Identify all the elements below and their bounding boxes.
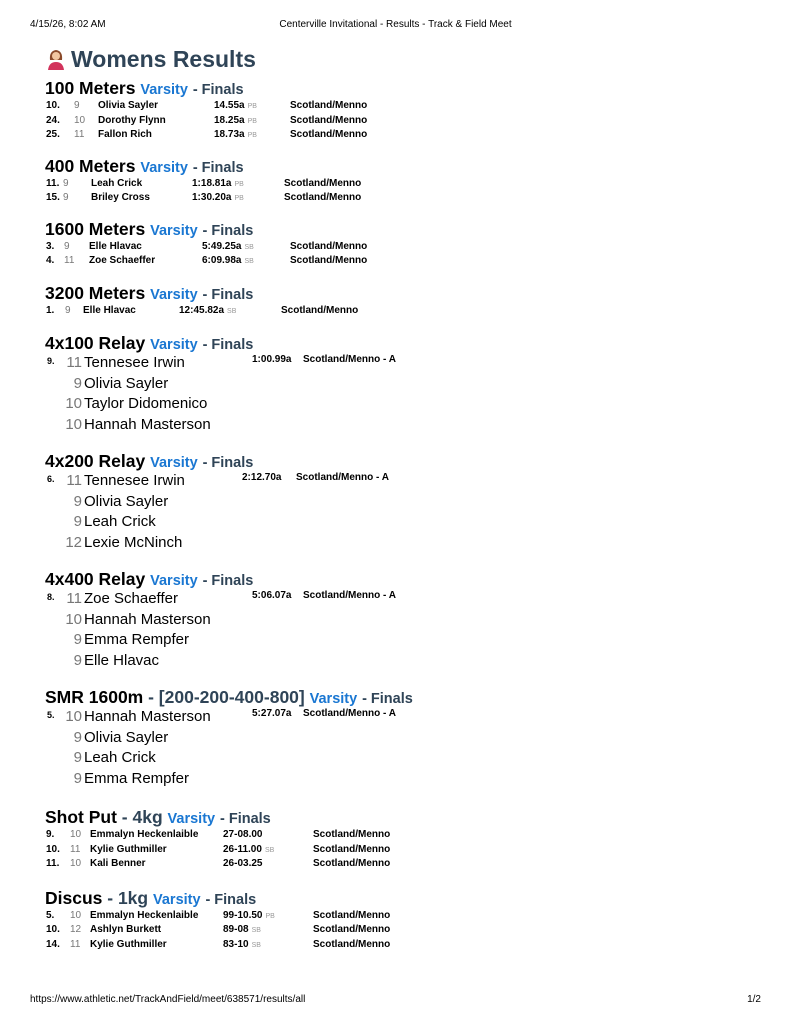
event-heading [45,888,765,909]
result-row [45,938,765,953]
result-row [45,304,765,319]
division-link[interactable]: Varsity [150,337,198,353]
athlete-name[interactable]: Briley Cross [91,192,150,203]
event-name[interactable]: SMR 1600m [45,687,144,707]
leg-grade: 9 [73,374,82,392]
result-place: 24. [46,114,60,126]
relay-team[interactable]: Scotland/Menno - A [303,708,396,719]
division-link[interactable]: Varsity [140,159,188,176]
relay-leg [62,472,185,492]
leg-grade: 11 [66,590,82,607]
record-tag: SB [251,941,261,949]
leg-grade: 9 [73,513,82,530]
result-place: 5. [46,909,55,921]
leg-athlete[interactable]: Leah Crick [84,749,156,766]
leg-athlete[interactable]: Olivia Sayler [84,728,169,746]
relay-result [45,590,765,672]
relay-result [45,708,765,790]
event-heading [45,807,765,828]
athlete-grade: 10 [70,909,82,921]
relay-leg [62,395,207,415]
leg-athlete[interactable]: Tennesee Irwin [84,472,185,489]
athlete-grade: 10 [74,114,86,126]
athlete-grade: 11 [70,843,81,855]
relay-leg [62,354,185,374]
result-place: 11. [46,858,60,869]
leg-athlete[interactable]: Elle Hlavac [84,651,160,669]
leg-grade: 10 [65,395,82,412]
mark-value: 1:18.81a [192,177,232,189]
relay-leg [62,375,168,395]
print-title: Centerville Invitational - Results - Track & Field Meet [279,19,512,30]
athlete-name[interactable]: Emmalyn Heckenlaible [90,829,199,840]
leg-athlete[interactable]: Hannah Masterson [84,708,211,725]
team-name[interactable]: Scotland/Menno [313,938,391,950]
relay-team[interactable]: Scotland/Menno - A [303,354,396,365]
event-heading [45,687,765,708]
relay-leg [62,749,156,769]
athlete-name[interactable]: Fallon Rich [98,129,152,140]
result-mark[interactable] [214,100,257,111]
result-row [45,857,765,872]
result-row [45,923,765,938]
round-label: - Finals [202,286,254,303]
leg-grade: 10 [65,708,82,725]
relay-leg [62,513,156,533]
relay-leg [62,416,211,436]
event-heading [45,283,765,304]
print-footer [30,994,761,1008]
result-mark[interactable] [214,115,257,126]
athlete-grade: 12 [70,924,82,935]
athlete-grade: 10 [70,858,82,869]
leg-athlete[interactable]: Emma Rempfer [84,769,190,787]
mark-value: 12:45.82a [179,304,225,316]
result-mark[interactable] [223,910,275,921]
mark-value: 89-08 [223,924,249,935]
event-name[interactable]: 4x200 Relay [45,451,146,471]
relay-place: 5. [47,710,55,720]
relay-leg [62,590,178,610]
result-mark[interactable] [223,844,274,855]
page-number: 1/2 [747,994,761,1005]
round-label: - Finals [192,82,244,98]
relay-section [45,569,765,672]
event-name[interactable]: 100 Meters [45,78,136,98]
page-title [47,44,765,74]
leg-athlete[interactable]: Lexie McNinch [84,533,183,551]
division-link[interactable]: Varsity [140,82,188,98]
record-tag: SB [264,846,275,854]
team-name[interactable]: Scotland/Menno [313,909,391,921]
division-link[interactable]: Varsity [309,691,358,707]
result-place: 4. [46,255,55,266]
leg-grade: 10 [65,610,82,628]
event-section [45,78,765,143]
record-tag: SB [244,243,254,251]
relay-place: 9. [47,356,55,366]
relay-result [45,472,765,554]
record-tag: PB [265,912,275,920]
athlete-grade: 10 [70,829,82,840]
division-link[interactable]: Varsity [150,286,198,303]
athlete-name[interactable]: Dorothy Flynn [98,114,166,126]
event-heading [45,451,765,472]
relay-leg [62,708,211,728]
result-mark[interactable] [223,858,262,869]
print-datetime: 4/15/26, 8:02 AM [30,19,106,30]
result-place: 10. [46,100,60,111]
leg-athlete[interactable]: Hannah Masterson [84,415,211,433]
round-label: - Finals [205,891,257,908]
athlete-name[interactable]: Elle Hlavac [83,304,136,316]
leg-grade: 9 [73,651,82,669]
event-subname: - [200-200-400-800] [143,687,305,707]
mark-value: 14.55a [214,100,245,111]
athlete-grade: 11 [70,938,81,950]
result-row [45,114,765,129]
round-label: - Finals [202,337,254,353]
division-link[interactable]: Varsity [150,455,198,471]
athlete-name[interactable]: Kylie Guthmiller [90,938,167,950]
leg-grade: 11 [66,354,82,371]
leg-grade: 11 [66,472,82,489]
round-label: - Finals [202,573,254,589]
result-place: 1. [46,304,55,316]
event-name[interactable]: 3200 Meters [45,282,146,303]
athlete-grade: 9 [63,177,69,189]
relay-leg [62,534,182,554]
result-mark[interactable] [202,255,254,266]
record-tag: PB [247,117,257,125]
event-subname: - 4kg [116,807,163,827]
leg-athlete[interactable]: Leah Crick [84,513,156,530]
result-place: 9. [46,829,55,840]
relay-section [45,451,765,554]
relay-result [45,354,765,436]
event-section [45,156,765,206]
leg-grade: 9 [73,631,82,648]
athlete-grade: 9 [74,100,80,111]
team-name[interactable]: Scotland/Menno [290,129,368,140]
result-row [45,177,765,192]
result-place: 10. [46,924,60,935]
round-label: - Finals [219,811,271,827]
athlete-grade: 11 [64,255,75,266]
event-section [45,888,765,953]
athlete-name[interactable]: Ashlyn Burkett [90,924,162,935]
record-tag: SB [227,307,237,315]
leg-athlete[interactable]: Hannah Masterson [84,610,211,628]
division-link[interactable]: Varsity [167,811,216,827]
division-link[interactable]: Varsity [150,573,198,589]
leg-athlete[interactable]: Taylor Didomenico [84,395,208,412]
result-mark[interactable] [179,305,236,316]
results-content [45,44,765,952]
relay-time[interactable]: 5:27.07a [252,708,292,719]
team-name[interactable]: Scotland/Menno [281,304,359,316]
relay-section [45,687,765,790]
print-url: https://www.athletic.net/TrackAndField/meet/638571/results/all [30,994,306,1005]
relay-time[interactable]: 1:00.99a [252,354,292,365]
result-row [45,254,765,269]
team-name[interactable]: Scotland/Menno [290,114,368,126]
athlete-name[interactable]: Leah Crick [91,177,143,189]
relay-leg [62,493,168,513]
leg-athlete[interactable]: Tennesee Irwin [84,354,185,371]
result-row [45,909,765,924]
team-name[interactable]: Scotland/Menno [290,240,368,252]
mark-value: 6:09.98a [202,255,242,266]
relay-time[interactable]: 5:06.07a [252,590,292,601]
result-row [45,99,765,114]
event-heading [45,333,765,354]
result-row [45,191,765,206]
result-mark[interactable] [192,178,244,189]
relay-leg [62,611,211,631]
result-row [45,128,765,143]
relay-place: 8. [47,592,55,602]
relay-team[interactable]: Scotland/Menno - A [296,472,389,483]
result-mark[interactable] [223,939,261,950]
division-link[interactable]: Varsity [152,891,201,908]
event-subname: - 1kg [102,887,149,908]
athlete-name[interactable]: Elle Hlavac [89,240,142,252]
mark-value: 26-03.25 [223,858,263,869]
athlete-grade: 11 [74,129,85,140]
leg-grade: 9 [73,769,82,787]
result-row [45,828,765,843]
relay-section [45,333,765,436]
team-name[interactable]: Scotland/Menno [290,255,368,266]
page-title-text: Womens Results [71,45,256,72]
athlete-grade: 9 [65,304,71,316]
team-name[interactable]: Scotland/Menno [290,100,368,111]
division-link[interactable]: Varsity [150,222,198,239]
leg-athlete[interactable]: Emma Rempfer [84,631,190,648]
result-place: 11. [46,177,60,189]
relay-leg [62,770,189,790]
record-tag: PB [234,195,244,202]
round-label: - Finals [202,222,254,239]
result-mark[interactable] [223,829,262,840]
result-row [45,843,765,858]
relay-time[interactable]: 2:12.70a [242,472,282,483]
leg-grade: 9 [73,492,82,510]
record-tag: SB [251,927,261,934]
result-row [45,240,765,255]
round-label: - Finals [202,455,254,471]
relay-team[interactable]: Scotland/Menno - A [303,590,396,601]
leg-grade: 9 [73,749,82,766]
athlete-grade: 9 [63,192,69,203]
team-name[interactable]: Scotland/Menno [313,843,391,855]
round-label: - Finals [362,691,413,707]
result-mark[interactable] [214,129,257,140]
athlete-name[interactable]: Emmalyn Heckenlaible [90,909,199,921]
result-place: 15. [46,192,60,203]
athlete-grade: 9 [64,240,70,252]
team-name[interactable]: Scotland/Menno [284,177,362,189]
event-name[interactable]: 4x100 Relay [45,333,146,353]
leg-athlete[interactable]: Olivia Sayler [84,492,169,510]
team-name[interactable]: Scotland/Menno [313,924,391,935]
team-name[interactable]: Scotland/Menno [313,829,391,840]
leg-athlete[interactable]: Olivia Sayler [84,374,169,392]
round-label: - Finals [192,159,244,176]
event-name[interactable]: 400 Meters [45,155,136,176]
result-place: 14. [46,938,60,950]
mark-value: 18.25a [214,114,245,126]
record-tag: PB [247,132,257,139]
mark-value: 18.73a [214,129,245,140]
leg-grade: 9 [73,728,82,746]
leg-athlete[interactable]: Zoe Schaeffer [84,590,178,607]
event-name[interactable]: Shot Put [45,807,117,827]
relay-leg [62,729,168,749]
relay-place: 6. [47,474,55,484]
mark-value: 5:49.25a [202,240,242,252]
athlete-name[interactable]: Kylie Guthmiller [90,843,167,855]
result-mark[interactable] [202,241,254,252]
team-name[interactable]: Scotland/Menno [313,858,391,869]
event-section [45,219,765,269]
team-name[interactable]: Scotland/Menno [284,192,362,203]
event-heading [45,569,765,590]
athlete-name[interactable]: Zoe Schaeffer [89,255,156,266]
relay-leg [62,652,159,672]
mark-value: 99-10.50 [223,909,263,921]
mark-value: 1:30.20a [192,192,232,203]
event-name[interactable]: Discus [45,887,103,908]
athlete-name[interactable]: Olivia Sayler [98,100,159,111]
event-heading [45,219,765,240]
event-heading [45,78,765,99]
record-tag: SB [244,258,254,265]
result-mark[interactable] [192,192,244,203]
female-athlete-icon [47,48,65,70]
result-mark[interactable] [223,924,261,935]
record-tag: PB [247,103,257,110]
relay-leg [62,631,189,651]
result-place: 25. [46,129,60,140]
mark-value: 27-08.00 [223,829,263,840]
event-name[interactable]: 1600 Meters [45,218,146,239]
mark-value: 26-11.00 [223,843,262,855]
event-section [45,283,765,319]
result-place: 10. [46,843,60,855]
event-name[interactable]: 4x400 Relay [45,569,146,589]
mark-value: 83-10 [223,938,249,950]
event-heading [45,156,765,177]
event-section [45,807,765,872]
leg-grade: 12 [65,533,82,551]
leg-grade: 10 [65,415,82,433]
result-place: 3. [46,240,55,252]
record-tag: PB [234,180,244,188]
athlete-name[interactable]: Kali Benner [90,858,146,869]
print-header [30,19,761,33]
